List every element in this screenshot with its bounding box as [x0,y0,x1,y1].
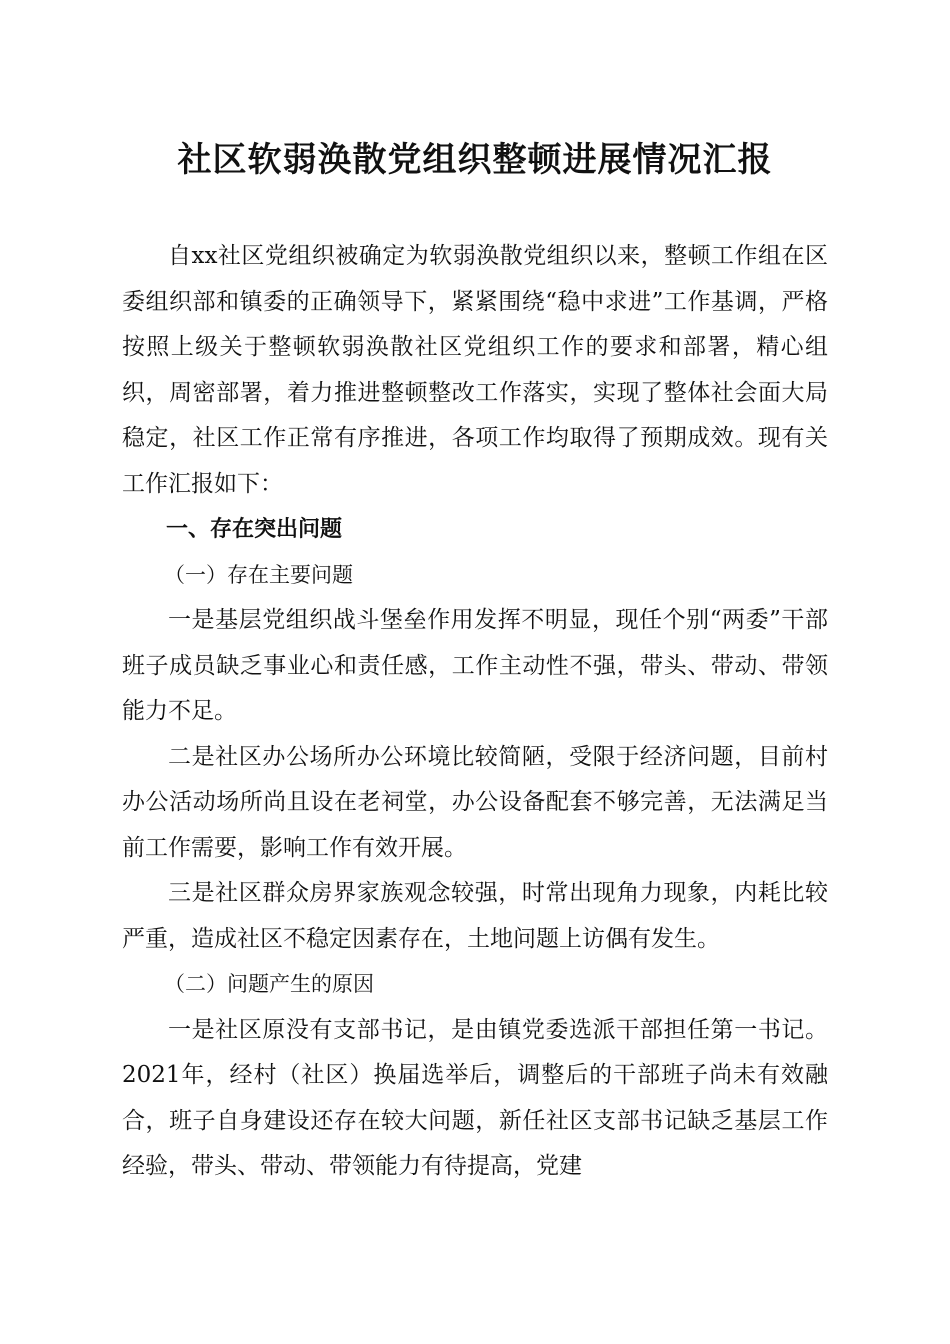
subsection-heading-1: （一）存在主要问题 [164,562,353,587]
document-title: 社区软弱涣散党组织整顿进展情况汇报 [177,140,773,180]
intro-paragraph: 自xx社区党组织被确定为软弱涣散党组织以来，整顿工作组在区委组织部和镇委的正确领导下，紧紧围绕“稳中求进”工作基调，严格按照上级关于整顿软弱涣散社区党组织工作的要求和部署，精心组织，周密部署，着力推进整顿整改工作落实，实现了整体社会面大局稳定，社区工作正常有序推进，各项工作均取得了预期成效。现有关工作汇报如下： [122,243,828,497]
document-body [122,234,828,1190]
problem-paragraph-2: 二是社区办公场所办公环境比较简陋，受限于经济问题，目前村办公活动场所尚且设在老祠堂，办公设备配套不够完善，无法满足当前工作需要，影响工作有效开展。 [122,743,828,861]
section-heading-1: 一、存在突出问题 [166,517,343,542]
cause-paragraph-1: 一是社区原没有支部书记，是由镇党委选派干部担任第一书记。2021年，经村（社区）换届选举后，调整后的干部班子尚未有效融合，班子自身建设还存在较大问题，新任社区支部书记缺乏基层工作经验，带头、带动、带领能力有待提高，党建 [122,1016,828,1179]
problem-paragraph-1: 一是基层党组织战斗堡垒作用发挥不明显，现任个别“两委”干部班子成员缺乏事业心和责任感，工作主动性不强，带头、带动、带领能力不足。 [122,607,828,724]
subsection-heading-2: （二）问题产生的原因 [164,972,374,996]
problem-paragraph-3: 三是社区群众房界家族观念较强，时常出现角力现象，内耗比较严重，造成社区不稳定因素存在，土地问题上访偶有发生。 [122,880,828,952]
